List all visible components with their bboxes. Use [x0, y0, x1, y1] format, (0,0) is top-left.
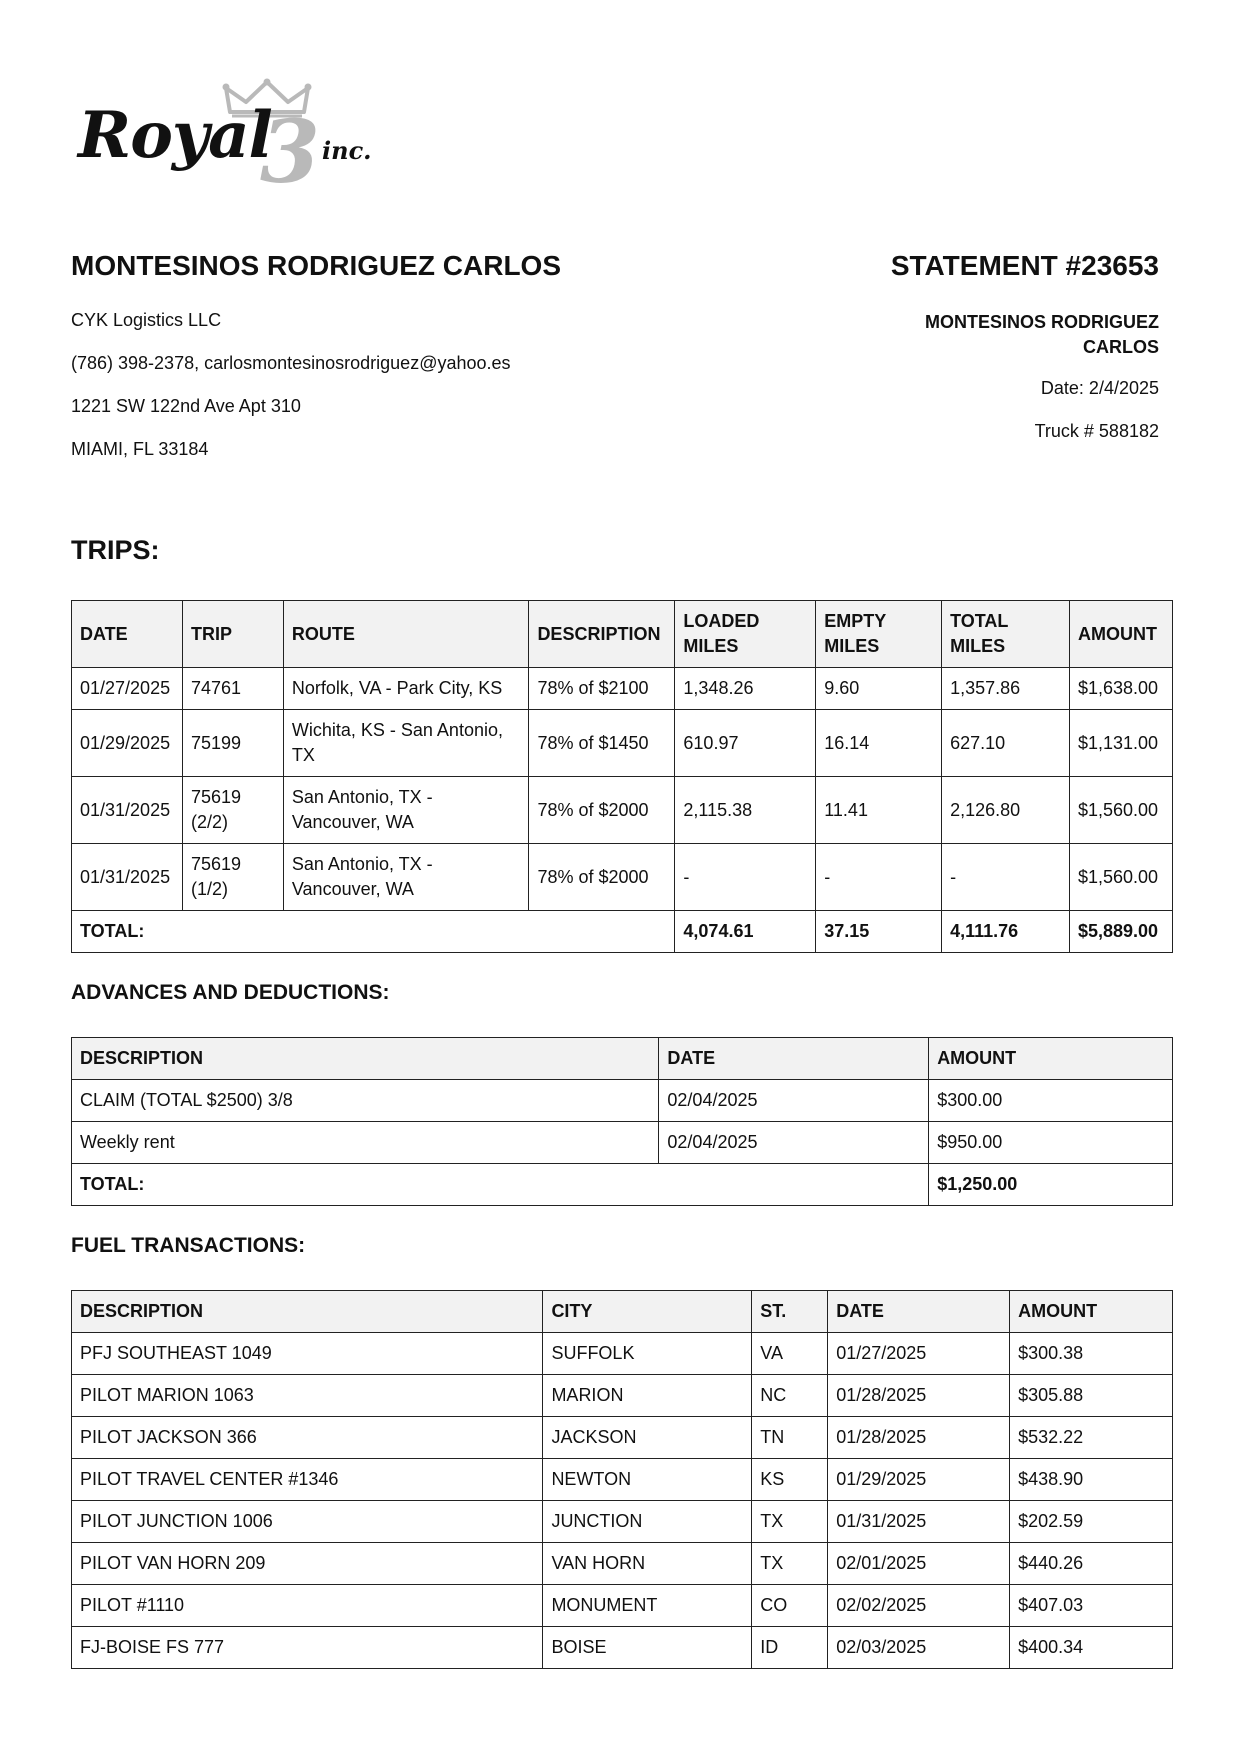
fuel-description: PFJ SOUTHEAST 1049	[72, 1333, 543, 1375]
driver-company: CYK Logistics LLC	[71, 310, 222, 330]
trips-total-miles: 4,111.76	[942, 911, 1070, 953]
trip-route: San Antonio, TX - Vancouver, WA	[283, 777, 529, 844]
col-header-date: DATE	[659, 1038, 929, 1080]
statement-number-heading: STATEMENT #23653	[890, 250, 1159, 281]
trip-number: 74761	[182, 668, 283, 710]
fuel-city: NEWTON	[543, 1459, 752, 1501]
trip-description: 78% of $1450	[529, 710, 675, 777]
table-row	[72, 1459, 1173, 1501]
trip-description: 78% of $2000	[529, 777, 675, 844]
deduction-amount: $300.00	[929, 1080, 1173, 1122]
trip-total-miles: -	[942, 844, 1070, 911]
trip-description: 78% of $2000	[529, 844, 675, 911]
table-row	[72, 710, 1173, 777]
trips-header-row	[72, 601, 1173, 668]
fuel-date: 01/31/2025	[828, 1501, 1010, 1543]
trip-amount: $1,560.00	[1069, 777, 1172, 844]
deduction-amount: $950.00	[929, 1122, 1173, 1164]
driver-address-line2: MIAMI, FL 33184	[71, 439, 209, 459]
trip-loaded-miles: -	[675, 844, 816, 911]
table-row	[72, 1585, 1173, 1627]
fuel-date: 01/28/2025	[828, 1375, 1010, 1417]
fuel-amount: $407.03	[1010, 1585, 1173, 1627]
fuel-city: SUFFOLK	[543, 1333, 752, 1375]
fuel-date: 02/02/2025	[828, 1585, 1010, 1627]
deductions-header-row	[72, 1038, 1173, 1080]
col-header-empty-miles: EMPTY MILES	[816, 601, 942, 668]
trip-loaded-miles: 610.97	[675, 710, 816, 777]
fuel-state: TX	[752, 1543, 828, 1585]
trip-empty-miles: 9.60	[816, 668, 942, 710]
truck-number: Truck # 588182	[1034, 421, 1159, 441]
trips-total-amount: $5,889.00	[1069, 911, 1172, 953]
fuel-amount: $400.34	[1010, 1627, 1173, 1669]
fuel-description: PILOT TRAVEL CENTER #1346	[72, 1459, 543, 1501]
fuel-city: MONUMENT	[543, 1585, 752, 1627]
col-header-total-miles: TOTAL MILES	[942, 601, 1070, 668]
trips-total-row	[72, 911, 1173, 953]
fuel-city: JACKSON	[543, 1417, 752, 1459]
trips-total-label: TOTAL:	[72, 911, 675, 953]
col-header-amount: AMOUNT	[1010, 1291, 1173, 1333]
trip-total-miles: 2,126.80	[942, 777, 1070, 844]
fuel-state: CO	[752, 1585, 828, 1627]
deduction-description: Weekly rent	[72, 1122, 659, 1164]
table-row	[72, 1375, 1173, 1417]
table-row	[72, 1627, 1173, 1669]
table-row	[72, 1501, 1173, 1543]
deduction-date: 02/04/2025	[659, 1080, 929, 1122]
col-header-amount: AMOUNT	[1069, 601, 1172, 668]
trip-date: 01/31/2025	[72, 844, 183, 911]
fuel-state: NC	[752, 1375, 828, 1417]
deductions-total-label: TOTAL:	[72, 1164, 929, 1206]
driver-contact: (786) 398-2378, carlosmontesinosrodriguez@yahoo.es	[71, 353, 511, 373]
deductions-total-row	[72, 1164, 1173, 1206]
trip-total-miles: 1,357.86	[942, 668, 1070, 710]
trips-title: TRIPS:	[71, 535, 160, 565]
deduction-date: 02/04/2025	[659, 1122, 929, 1164]
fuel-date: 01/29/2025	[828, 1459, 1010, 1501]
table-row	[72, 1417, 1173, 1459]
trips-total-loaded: 4,074.61	[675, 911, 816, 953]
trip-number: 75619 (1/2)	[182, 844, 283, 911]
fuel-state: TX	[752, 1501, 828, 1543]
fuel-description: PILOT JUNCTION 1006	[72, 1501, 543, 1543]
col-header-description: DESCRIPTION	[529, 601, 675, 668]
trip-date: 01/31/2025	[72, 777, 183, 844]
table-row	[72, 1333, 1173, 1375]
company-logo	[78, 78, 388, 203]
deductions-title: ADVANCES AND DEDUCTIONS:	[71, 981, 390, 1004]
col-header-description: DESCRIPTION	[72, 1038, 659, 1080]
table-row	[72, 1543, 1173, 1585]
trip-amount: $1,131.00	[1069, 710, 1172, 777]
fuel-state: TN	[752, 1417, 828, 1459]
col-header-date: DATE	[828, 1291, 1010, 1333]
trip-total-miles: 627.10	[942, 710, 1070, 777]
fuel-description: PILOT JACKSON 366	[72, 1417, 543, 1459]
trip-route: San Antonio, TX - Vancouver, WA	[283, 844, 529, 911]
trip-loaded-miles: 2,115.38	[675, 777, 816, 844]
fuel-state: ID	[752, 1627, 828, 1669]
fuel-date: 02/01/2025	[828, 1543, 1010, 1585]
deductions-total-amount: $1,250.00	[929, 1164, 1173, 1206]
fuel-description: PILOT #1110	[72, 1585, 543, 1627]
fuel-state: VA	[752, 1333, 828, 1375]
trip-date: 01/29/2025	[72, 710, 183, 777]
col-header-date: DATE	[72, 601, 183, 668]
logo-suffix: inc.	[322, 136, 372, 165]
fuel-amount: $305.88	[1010, 1375, 1173, 1417]
trips-table	[71, 600, 1173, 953]
trip-empty-miles: 16.14	[816, 710, 942, 777]
fuel-description: PILOT MARION 1063	[72, 1375, 543, 1417]
col-header-state: ST.	[752, 1291, 828, 1333]
fuel-city: BOISE	[543, 1627, 752, 1669]
fuel-title: FUEL TRANSACTIONS:	[71, 1234, 306, 1257]
fuel-amount: $438.90	[1010, 1459, 1173, 1501]
trip-route: Wichita, KS - San Antonio, TX	[283, 710, 529, 777]
driver-name-heading: MONTESINOS RODRIGUEZ CARLOS	[71, 250, 562, 281]
statement-date: Date: 2/4/2025	[1040, 378, 1159, 398]
col-header-amount: AMOUNT	[929, 1038, 1173, 1080]
fuel-date: 02/03/2025	[828, 1627, 1010, 1669]
trip-empty-miles: 11.41	[816, 777, 942, 844]
fuel-date: 01/27/2025	[828, 1333, 1010, 1375]
trips-total-empty: 37.15	[816, 911, 942, 953]
fuel-city: JUNCTION	[543, 1501, 752, 1543]
trip-amount: $1,638.00	[1069, 668, 1172, 710]
table-row	[72, 777, 1173, 844]
fuel-amount: $300.38	[1010, 1333, 1173, 1375]
fuel-amount: $532.22	[1010, 1417, 1173, 1459]
trip-loaded-miles: 1,348.26	[675, 668, 816, 710]
col-header-trip: TRIP	[182, 601, 283, 668]
trip-empty-miles: -	[816, 844, 942, 911]
driver-address-line1: 1221 SW 122nd Ave Apt 310	[71, 396, 301, 416]
trip-amount: $1,560.00	[1069, 844, 1172, 911]
fuel-description: FJ-BOISE FS 777	[72, 1627, 543, 1669]
statement-driver-name-line2: CARLOS	[1083, 337, 1159, 357]
table-row	[72, 844, 1173, 911]
fuel-city: MARION	[543, 1375, 752, 1417]
table-row	[72, 1080, 1173, 1122]
statement-driver-name	[899, 310, 1159, 360]
fuel-table	[71, 1290, 1173, 1669]
fuel-amount: $202.59	[1010, 1501, 1173, 1543]
logo-wordmark: Royal	[78, 98, 272, 173]
trip-route: Norfolk, VA - Park City, KS	[283, 668, 529, 710]
trip-date: 01/27/2025	[72, 668, 183, 710]
fuel-date: 01/28/2025	[828, 1417, 1010, 1459]
col-header-route: ROUTE	[283, 601, 529, 668]
col-header-description: DESCRIPTION	[72, 1291, 543, 1333]
deductions-table	[71, 1037, 1173, 1206]
fuel-city: VAN HORN	[543, 1543, 752, 1585]
fuel-description: PILOT VAN HORN 209	[72, 1543, 543, 1585]
fuel-state: KS	[752, 1459, 828, 1501]
fuel-header-row	[72, 1291, 1173, 1333]
table-row	[72, 668, 1173, 710]
trip-description: 78% of $2100	[529, 668, 675, 710]
fuel-amount: $440.26	[1010, 1543, 1173, 1585]
statement-driver-name-line1: MONTESINOS RODRIGUEZ	[924, 312, 1159, 332]
deduction-description: CLAIM (TOTAL $2500) 3/8	[72, 1080, 659, 1122]
col-header-city: CITY	[543, 1291, 752, 1333]
col-header-loaded-miles: LOADED MILES	[675, 601, 816, 668]
trip-number: 75619 (2/2)	[182, 777, 283, 844]
table-row	[72, 1122, 1173, 1164]
logo-numeral: 3	[260, 102, 320, 203]
trip-number: 75199	[182, 710, 283, 777]
